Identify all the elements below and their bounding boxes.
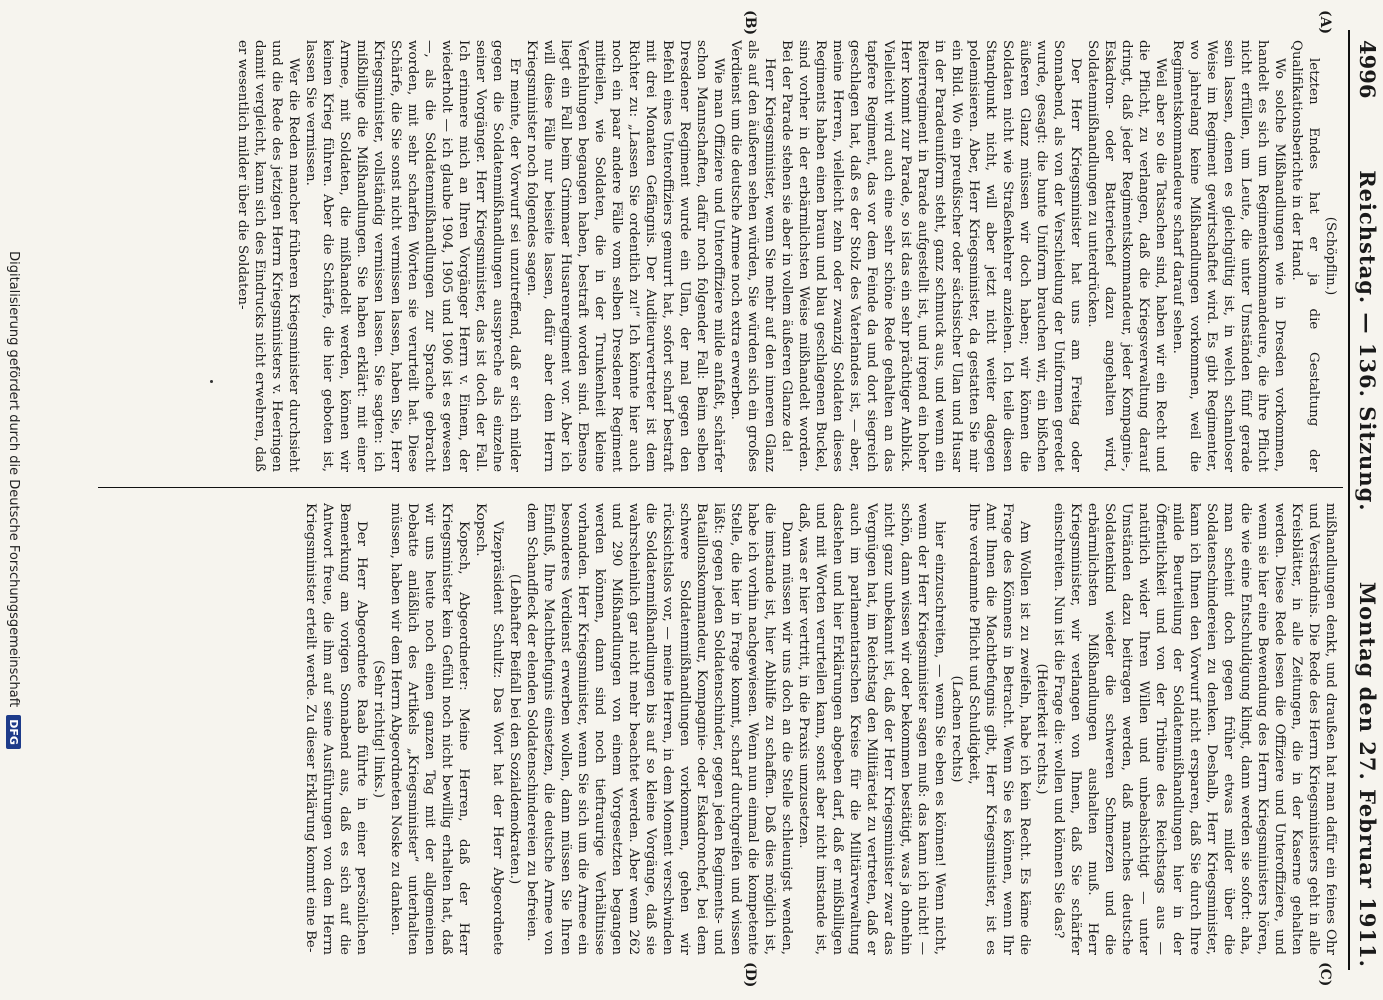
paragraph: Kopsch, Abgeordneter: Meine Herren, daß der Herr Kriegsminister kein Gefühl noch nicht bewillig erhalten hat, daß wir uns heute noch einen ganzen Tag mit der allgemeinen Debatte anläßlich des Artikels „Kriegsminister“ unterhalten müssen, haben wir dem Herrn Abgeordneten Noske zu danken. (388, 503, 471, 955)
credit-text: Digitalisierung gefördert durch die Deutsche Forschungsgemeinschaft (6, 251, 22, 708)
dfg-logo: DFG (7, 715, 22, 749)
margin-mark-b: (B) (742, 10, 758, 36)
paragraph: Der Herr Kriegsminister hat uns am Freitag oder Sonnabend, als von der Verschiedung der Uniformen geredet wurde, gesagt: die bunte Uniform brauchen wir, ein bißchen äußeren Glanz müssen wir doch haben; wir können die Soldaten nicht wie Straßenkehrer anziehen. Ich teile diesen Standpunkt nicht, will aber jetzt nicht weiter dagegen polemisieren. Aber, Herr Kriegsminister, da gestatten Sie mir ein Bild. Wo ein preußischer oder sächsischer Ulan und Husar in der Paradeuniform steht, ganz schmuck aus, und wenn ein Reiterregiment in Parade aufgestellt ist, und irgend ein hoher Herr kommt zur Parade, so ist das ein sehr prächtiger Anblick. Vielleicht wird auch eine sehr schöne Rede gehalten an das tapfere Regiment, das vor dem Feinde da und dort siegreich geschlagen hat, daß es der Stolz des Vaterlandes ist, — aber, meine Herren, vielleicht zehn oder zwanzig Soldaten dieses Regiments haben einen braun und blau geschlagenen Buckel, sind vorher in der erbärmlichsten Weise mißhandelt worden. Bei der Parade stehen sie aber in vollem äußeren Glanze da! (779, 40, 1083, 472)
left-text-column (98, 40, 1339, 472)
session-date: Montag den 27. Februar 1911. (1355, 581, 1380, 968)
margin-mark-d: (D) (742, 962, 758, 988)
paragraph: Er meinte, der Vorwurf sei unzutreffend, daß er sich milder gegen die Soldatenmißhandlungen ausspreche als einzelne seiner Vorgänger. Herr Kriegsminister, das ist doch der Fall. Ich erinnere mich an Ihren Vorgänger Herrn v. Einem, der wiederholt — ich glaube 1904, 1905 und 1906 ist es gewesen —, als die Soldatenmißhandlungen zur Sprache gebracht worden, mit sehr scharfen Worten sie verurteilt hat. Diese Schärfe, die Sie sonst nicht vermissen lassen, haben Sie, Herr Kriegsminister, vollständig vermissen lassen. Sie sagten: ich mißbillige die Mißhandlungen. Sie haben erklärt: mit einer Armee, mit Soldaten, die mißhandelt werden, können wir keinen Krieg führen. Aber die Schärfe, die hier geboten ist, lassen Sie vermissen. (303, 40, 522, 472)
paragraph: Wer die Reden mancher früheren Kriegsminister durchsieht und die Rede des jetzigen Herrn Kriegsministers v. Heeringen damit vergleicht, kann sich des Eindrucks nicht erwehren, daß er wesentlich milder über die Soldaten- (235, 40, 301, 472)
paragraph: Dann müssen wir uns doch an die Stelle schleunigst wenden, die imstande ist, hier Abhilfe zu schaffen. Daß dies möglich ist, habe ich vorhin nachgewiesen. Wenn nun einmal die kompetente Stelle, die hier in Frage kommt, scharf durchgreifen und wissen läßt: gegen jeden Soldatenschinder, gegen jeden Regiments- und Bataillonskommandeur, Kompagnie- oder Eskadronchef, bei dem schwere Soldatenmißhandlungen vorkommen, gehen wir rücksichtslos vor, — meine Herren, in dem Moment verschwinden die Soldatenmißhandlungen bis auf so kleine Vorgänge, daß sie wahrscheinlich gar nicht mehr beachtet werden. Aber wenn 262 und 290 Mißhandlungen von einem Vorgesetzten begangen werden können, dann sind noch tieftraurige Verhältnisse vorhanden. Herr Kriegsminister, wenn Sie sich um die Armee ein besonderes Verdienst erwerben wollen, dann müssen Sie Ihren Einfluß, Ihre Machtbefugnis einsetzen, die deutsche Armee von dem Schandfleck der elenden Soldatenschindereien zu befreien. (524, 503, 794, 955)
margin-mark-c: (C) (1317, 962, 1333, 987)
interjection: (Heiterkeit rechts.) (1034, 663, 1049, 795)
running-title: Reichstag. — 136. Sitzung. (1355, 170, 1380, 512)
paragraph: letzten Endes hat er ja die Gestaltung der Qualifikationsberichte in der Hand. (1289, 40, 1321, 472)
paragraph: Wo solche Mißhandlungen wie in Dresden vorkommen, handelt es sich um Regimentskommandeure, die ihre Pflicht nicht erfüllen, um Leute, die unter Umständen fünf gerade sein lassen, denen es gleichgültig ist, in welch schamloser Weise im Regiment gewirtschaftet wird. Es gibt Regimenter, wo jahrelang keine Mißhandlungen vorkommen, weil die Regimentskommandeure scharf darauf sehen. (1170, 40, 1287, 472)
column-divider (98, 487, 1343, 488)
scan-speck (210, 380, 213, 383)
header-rule (1348, 30, 1350, 970)
right-text-column (98, 503, 1339, 955)
paragraph: mißhandlungen denkt, und draußen hat man dafür ein feines Ohr und Verständnis. Die Rede des Herrn Kriegsministers geht in alle Kreisblätter, in alle Zeitungen, die in der Kaserne gehalten werden. Diese Rede lesen die Offiziere und Unteroffiziere, und wenn sie hier eine Bewendung des Herrn Kriegsministers hören, die wie eine Entschuldigung klingt, dann werden sie sofort: aha, man scheint doch gegen früher etwas milder über die Soldatenschindereien zu denken. Deshalb, Herr Kriegsminister, kann ich Ihnen den Vorwurf nicht ersparen, daß Sie durch Ihre milde Beurteilung der Soldatenmißhandlungen hier in der Öffentlichkeit und von der Tribüne des Reichstags aus — natürlich wider Ihren Willen und unbeabsichtigt — unter Umständen dazu beitragen werden, daß manches deutsche Soldatenkind wieder die schweren Schmerzen und die erbärmlichsten Mißhandlungen aushalten muß. Herr Kriegsminister, wir verlangen von Ihnen, daß Sie schärfer einschreiten. Nun ist die Frage die: wollen und können Sie das? (1051, 503, 1338, 955)
interjection: (Lebhafter Beifall bei den Sozialdemokraten.) (507, 573, 522, 885)
paragraph: Herr Kriegsminister, wenn Sie mehr auf den inneren Glanz als auf den äußeren sehen würden, Sie würden sich ein großes Verdienst um die deutsche Armee noch extra erwerben. (728, 40, 777, 472)
interjection: (Lachen rechts) (949, 675, 964, 783)
paragraph: Weil aber so die Tatsachen sind, haben wir ein Recht und die Pflicht, zu verlangen, daß die Kriegsverwaltung darauf dringt, daß jeder Regimentskommandeur, jeder Kompagnie-, Eskadron- oder Batteriechef dazu angehalten wird, Soldatenmißhandlungen zu unterdrücken. (1085, 40, 1168, 472)
interjection: (Sehr richtig! links.) (371, 660, 386, 798)
speaker-note: (Schöpflin.) (1323, 216, 1338, 296)
page-header (1355, 0, 1383, 1000)
margin-mark-a: (A) (1317, 10, 1333, 35)
paragraph: hier einzuschreiten, — wenn Sie eben es können! Wenn nicht, wenn der Herr Kriegsminister sagen muß: das kann ich nicht! — schön, dann wissen wir oder bekommen bestätigt, was ja ohnehin nicht ganz unbekannt ist, daß der Herr Kriegsminister zwar das Vergnügen hat, im Reichstag den Militäretat zu vertreten, daß er auch im parlamentarischen Kreise für die Militärverwaltung dastehen und hier Erklärungen abgeben darf, daß er mißbilligen und mit Worten verurteilen kann, sonst aber nicht imstande ist, daß, was er hier vertritt, in die Praxis umzusetzen. (796, 503, 947, 955)
paragraph: Vizepräsident Schultz: Das Wort hat der Herr Abgeordnete Kopsch. (473, 503, 505, 955)
page-number: 4996 (1355, 40, 1380, 99)
paragraph: Der Herr Abgeordnete Raab führte in einer persönlichen Bemerkung am vorigen Sonnabend aus, daß es sich auf die Antwort freue, die ihm auf seine Ausführungen von dem Herrn Kriegsminister erteilt werde. Zu dieser Erklärung kommt eine Be- (303, 503, 369, 955)
digitization-credit (0, 0, 28, 1000)
paragraph: Am Wollen ist zu zweifeln, habe ich kein Recht. Es käme die Frage des Könnens in Betracht. Wenn Sie es können, wenn Ihr Amt Ihnen die Machtbefugnis gibt, Herr Kriegsminister, ist es Ihre verdammte Pflicht und Schuldigkeit, (966, 503, 1032, 955)
paragraph: Wie man Offiziere und Unteroffiziere milde anfaßt, schärfer schon Mannschaften, dafür noch folgender Fall: Beim selben Dresdener Regiment wurde ein Ulan, der mal gegen den Befehl eines Unteroffiziers gemurrt hat, sofort scharf bestraft mit drei Monaten Gefängnis. Der Auditeurvertreter ist dem Richter zu: „Lassen Sie ordentlich zu!“ Ich könnte hier auch noch ein paar andere Fälle vom selben Dresdener Regiment mitteilen, wie Soldaten, die in der Trunkenheit kleine Verfehlungen begangen haben, bestraft worden sind. Ebenso liegt ein Fall beim Grimmaer Husarenregiment vor. Aber ich will diese Fälle nur beiseite lassen, dafür aber dem Herrn Kriegsminister noch folgendes sagen. (524, 40, 726, 472)
